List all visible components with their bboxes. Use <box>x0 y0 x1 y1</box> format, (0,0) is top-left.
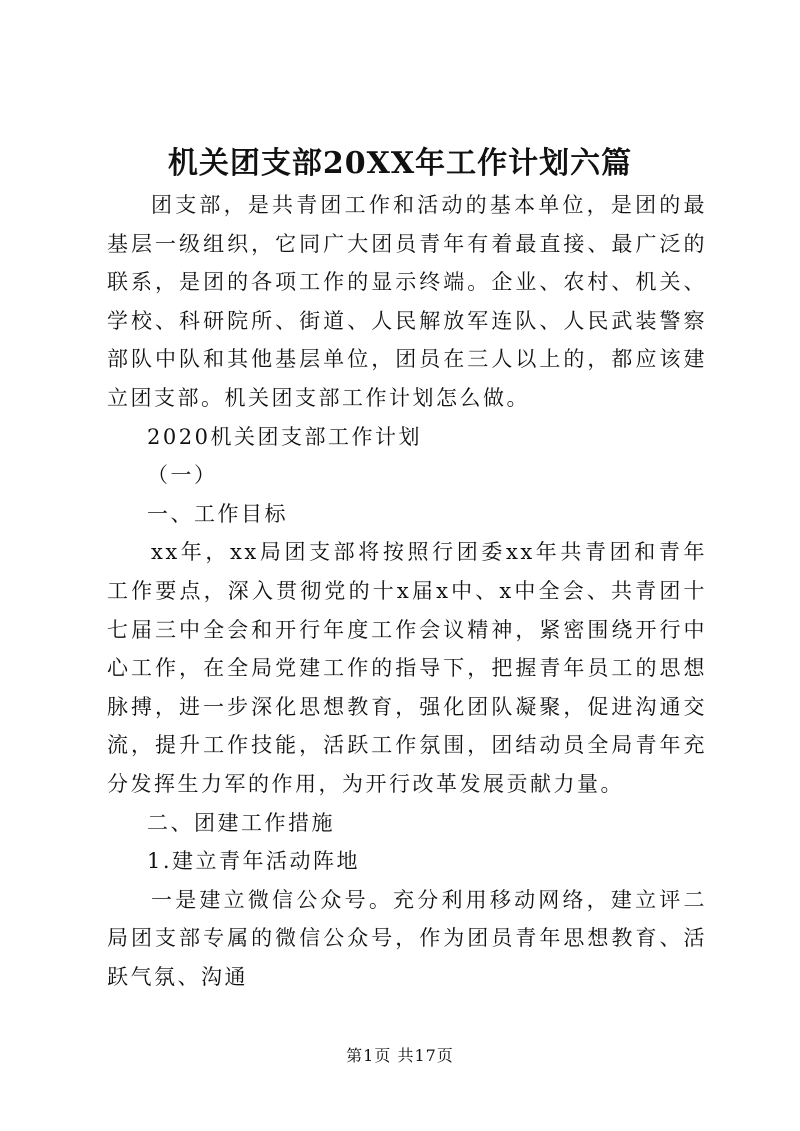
page-title: 机关团支部20XX年工作计划六篇 <box>167 146 633 181</box>
intro-paragraph: 团支部，是共青团工作和活动的基本单位，是团的最基层一级组织，它同广大团员青年有着最直接、最广泛的联系，是团的各项工作的显示终端。企业、农村、机关、学校、科研院所、街道、人民解放军连队、人民武装警察部队中队和其他基层单位，团员在三人以上的，都应该建立团支部。机关团支部工作计划怎么做。 <box>107 193 707 410</box>
document-body <box>107 186 707 996</box>
page-number-footer: 第1页 共17页 <box>346 1046 454 1065</box>
section-heading-goals: 一、工作目标 <box>147 501 288 526</box>
subsection-heading: 1.建立青年活动阵地 <box>147 849 361 874</box>
section-heading-measures: 二、团建工作措施 <box>147 810 335 835</box>
section-number: （一） <box>147 463 218 488</box>
measures-paragraph: 一是建立微信公众号。充分利用移动网络，建立评二局团支部专属的微信公众号，作为团员青年思想教育、活跃气氛、沟通 <box>107 887 707 989</box>
goals-paragraph: xx年，xx局团支部将按照行团委xx年共青团和青年工作要点，深入贯彻党的十x届x中、x中全会、共青团十七届三中全会和开行年度工作会议精神，紧密围绕开行中心工作，在全局党建工作的指导下，把握青年员工的思想脉搏，进一步深化思想教育，强化团队凝聚，促进沟通交流，提升工作技能，活跃工作氛围，团结动员全局青年充分发挥生力军的作用，为开行改革发展贡献力量。 <box>107 540 707 796</box>
section-heading-plan: 2020机关团支部工作计划 <box>147 424 422 449</box>
